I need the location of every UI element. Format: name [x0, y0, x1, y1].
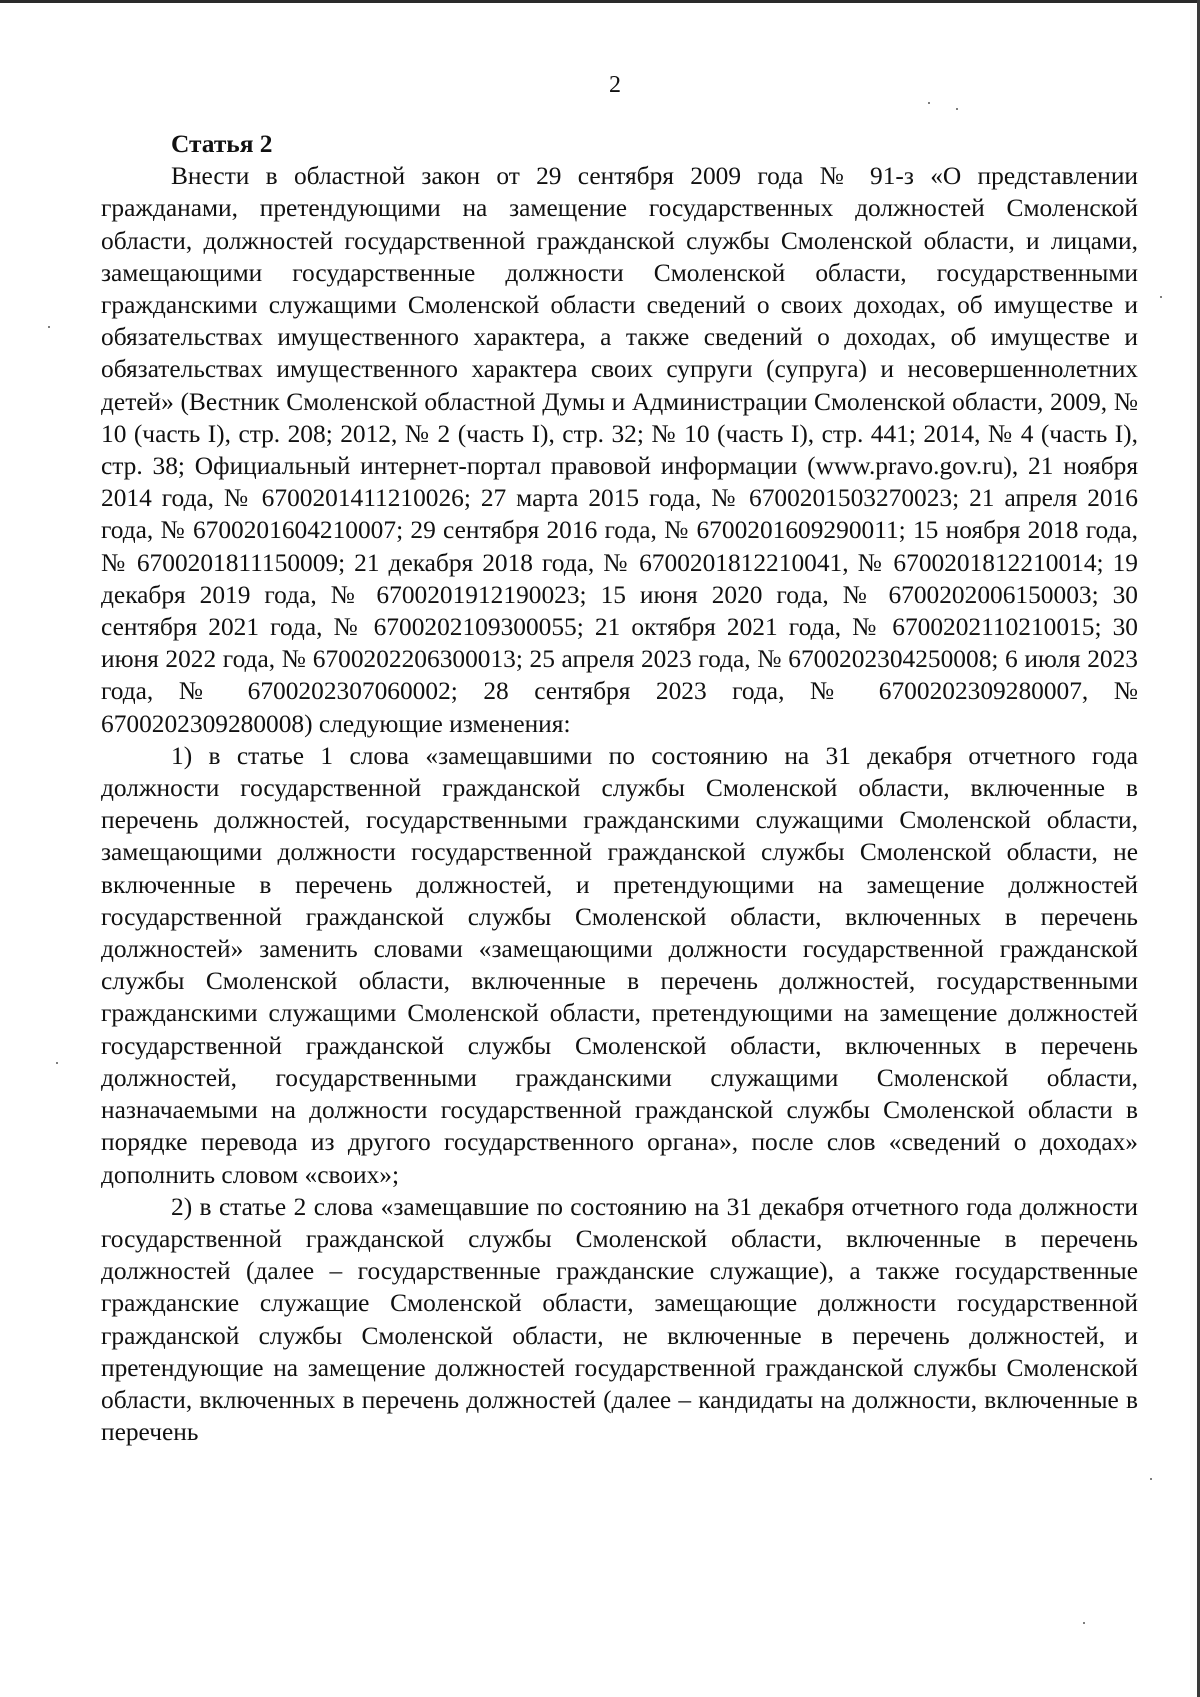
amendment-item-2: 2) в статье 2 слова «замещавшие по состоянию на 31 декабря отчетного года должности государственной гражданской службы Смоленской области, включенные в перечень должностей (далее – государственные гражданские служащие), а также государственные гражданские служащие Смоленской области, замещающие должности государственной гражданской службы Смоленской области, не включенные в перечень должностей, и претендующие на замещение должностей государственной гражданской службы Смоленской области, включенных в перечень должностей (далее – кандидаты на должности, включенные в перечень — [101, 1192, 1138, 1447]
scan-speck — [1083, 1622, 1085, 1624]
amendment-item-1: 1) в статье 1 слова «замещавшими по состоянию на 31 декабря отчетного года должности государственной гражданской службы Смоленской области, включенные в перечень должностей, государственными гражданскими служащими Смоленской области, замещающими должности государственной гражданской службы Смоленской области, не включенные в перечень должностей, и претендующими на замещение должностей государственной гражданской службы Смоленской области, включенных в перечень должностей» заменить словами «замещающими должности государственной гражданской службы Смоленской области, включенные в перечень должностей, государственными гражданскими служащими Смоленской области, претендующими на замещение должностей государственной гражданской службы Смоленской области, включенных в перечень должностей, государственными гражданскими служащими Смоленской области, назначаемыми на должности государственной гражданской службы Смоленской области в порядке перевода из другого государственного органа», после слов «сведений о доходах» дополнить словом «своих»; — [101, 741, 1138, 1189]
scan-speck — [48, 326, 50, 328]
scan-speck — [1150, 1478, 1152, 1480]
scan-border-top — [0, 0, 1200, 3]
scan-speck — [928, 102, 930, 104]
article-intro-paragraph: Внести в областной закон от 29 сентября 2009 года № 91-з «О представлении гражданами, претендующими на замещение государственных должностей Смоленской области, должностей государственной гражданской службы Смоленской области, и лицами, замещающими государственные должности Смоленской области, государственными гражданскими служащими Смоленской области сведений о своих доходах, об имуществе и обязательствах имущественного характера, а также сведений о доходах, об имуществе и обязательствах имущественного характера своих супруги (супруга) и несовершеннолетних детей» (Вестник Смоленской областной Думы и Администрации Смоленской области, 2009, № 10 (часть I), стр. 208; 2012, № 2 (часть I), стр. 32; № 10 (часть I), стр. 441; 2014, № 4 (часть I), стр. 38; Официальный интернет-портал правовой информации (www.pravo.gov.ru), 21 ноября 2014 года, № 6700201411210026; 27 марта 2015 года, № 6700201503270023; 21 апреля 2016 года, № 6700201604210007; 29 сентября 2016 года, № 6700201609290011; 15 ноября 2018 года, № 6700201811150009; 21 декабря 2018 года, № 6700201812210041, № 6700201812210014; 19 декабря 2019 года, № 6700201912190023; 15 июня 2020 года, № 6700202006150003; 30 сентября 2021 года, № 6700202109300055; 21 октября 2021 года, № 6700202110210015; 30 июня 2022 года, № 6700202206300013; 25 апреля 2023 года, № 6700202304250008; 6 июля 2023 года, № 6700202307060002; 28 сентября 2023 года, № 6700202309280007, № 6700202309280008) следующие изменения: — [101, 162, 1138, 738]
scan-speck — [56, 1062, 58, 1064]
article-title: Статья 2 — [171, 130, 273, 158]
scan-speck — [1160, 296, 1162, 298]
scan-speck — [956, 108, 958, 110]
document-body — [101, 128, 1138, 1448]
page-number: 2 — [609, 72, 621, 98]
